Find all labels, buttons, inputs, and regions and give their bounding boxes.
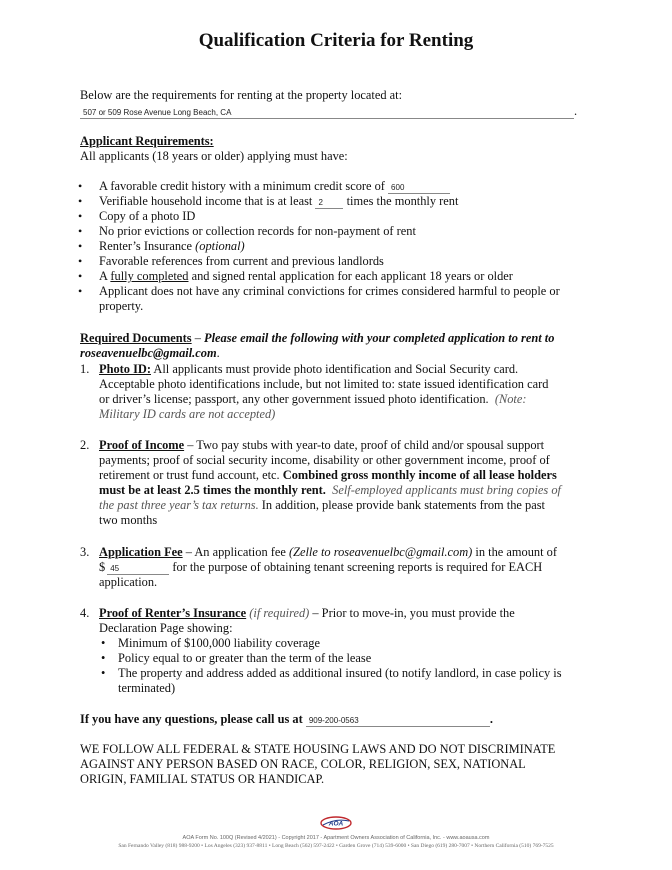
list-item: • Policy equal to or greater than the term of the lease bbox=[99, 651, 580, 666]
list-item: • A fully completed and signed rental application for each applicant 18 years or older bbox=[78, 269, 598, 284]
list-item: • Verifiable household income that is at least 2 times the monthly rent bbox=[78, 194, 598, 209]
application-fee-amount-field[interactable]: 45 bbox=[107, 564, 169, 575]
intro-text: Below are the requirements for renting at the property located at: bbox=[80, 88, 403, 102]
required-documents-heading: Required Documents – Please email the following with your completed application to rent to roseavenuelbc@gmail.com. bbox=[80, 331, 555, 360]
phone-field[interactable]: 909-200-0563 bbox=[306, 716, 490, 727]
income-multiple-field[interactable]: 2 bbox=[315, 198, 343, 209]
svg-text:AOA: AOA bbox=[328, 820, 344, 828]
address-line bbox=[80, 104, 577, 119]
photo-id-section: 1. Photo ID: All applicants must provide photo identification and Social Security card. Acceptable photo identifications include, but not limited to: state issued identification card or driver’s license; passport, any other government issued photo identification. (Note: Military ID cards are not accepted) bbox=[80, 362, 549, 421]
applicant-requirements-list bbox=[78, 179, 598, 314]
applicant-requirements-subheading: All applicants (18 years or older) applying must have: bbox=[80, 149, 348, 163]
footer-copyright: AOA Form No. 100Q (Revised 4/2021) - Copyright 2017 - Apartment Owners Association of California, Inc. - www.aoausa.com bbox=[182, 835, 490, 841]
proof-of-income-section: 2. Proof of Income – Two pay stubs with year-to date, proof of child and/or spousal support payments; proof of social security income, disability or other government income, proof of retirement or trust fund account, etc. Combined gross monthly income of all lease holders must be at least 2.5 times the monthly rent. Self-employed applicants must bring copies of the past three year’s tax returns. In addition, please provide bank statements from the past two months bbox=[80, 438, 561, 527]
list-item: • Copy of a photo ID bbox=[78, 209, 598, 224]
list-item: • Minimum of $100,000 liability coverage bbox=[99, 636, 580, 651]
applicant-requirements-heading: Applicant Requirements: bbox=[80, 134, 214, 148]
list-item: • No prior evictions or collection records for non-payment of rent bbox=[78, 224, 598, 239]
list-item: • Renter’s Insurance (optional) bbox=[78, 239, 598, 254]
list-item: • Favorable references from current and previous landlords bbox=[78, 254, 598, 269]
insurance-requirements-list bbox=[99, 636, 580, 696]
page-title: Qualification Criteria for Renting bbox=[198, 30, 474, 51]
credit-score-field[interactable]: 600 bbox=[388, 183, 450, 194]
list-item: • A favorable credit history with a minimum credit score of 600 bbox=[78, 179, 598, 194]
questions-line: If you have any questions, please call us at 909-200-0563 . bbox=[80, 712, 493, 726]
email-address: roseavenuelbc@gmail.com bbox=[80, 346, 217, 360]
address-field[interactable]: 507 or 509 Rose Avenue Long Beach, CA bbox=[80, 108, 574, 119]
list-item: • The property and address added as additional insured (to notify landlord, in case policy is terminated) bbox=[99, 666, 580, 696]
application-fee-section: 3. Application Fee – An application fee (Zelle to roseavenuelbc@gmail.com) in the amount of $ 45 for the purpose of obtaining tenant screening reports is required for EACH application. bbox=[80, 545, 557, 589]
renters-insurance-section: 4. Proof of Renter’s Insurance (if required) – Prior to move-in, you must provide the Declaration Page showing: • Minimum of $100,000 liability coverage • Policy equal to or greater than the term of the lease • The property and address added as additional insured (to notify landlord, in case policy is terminated) bbox=[80, 606, 580, 696]
list-item: • Applicant does not have any criminal convictions for crimes considered harmful to people or property. bbox=[78, 284, 598, 314]
aoa-logo-icon bbox=[320, 816, 352, 830]
footer-offices: San Fernando Valley (818) 988-9200 • Los Angeles (323) 937-8811 • Long Beach (562) 597-2422 • Garden Grove (714) 539-6000 • San Diego (619) 280-7007 • Northern California (510) 769-7525 bbox=[118, 843, 554, 849]
fair-housing-disclaimer: WE FOLLOW ALL FEDERAL & STATE HOUSING LAWS AND DO NOT DISCRIMINATE AGAINST ANY PERSON BASED ON RACE, COLOR, RELIGION, SEX, NATIONAL ORIGIN, FAMILIAL STATUS OR HANDICAP. bbox=[80, 742, 556, 786]
address-period: . bbox=[574, 104, 578, 118]
